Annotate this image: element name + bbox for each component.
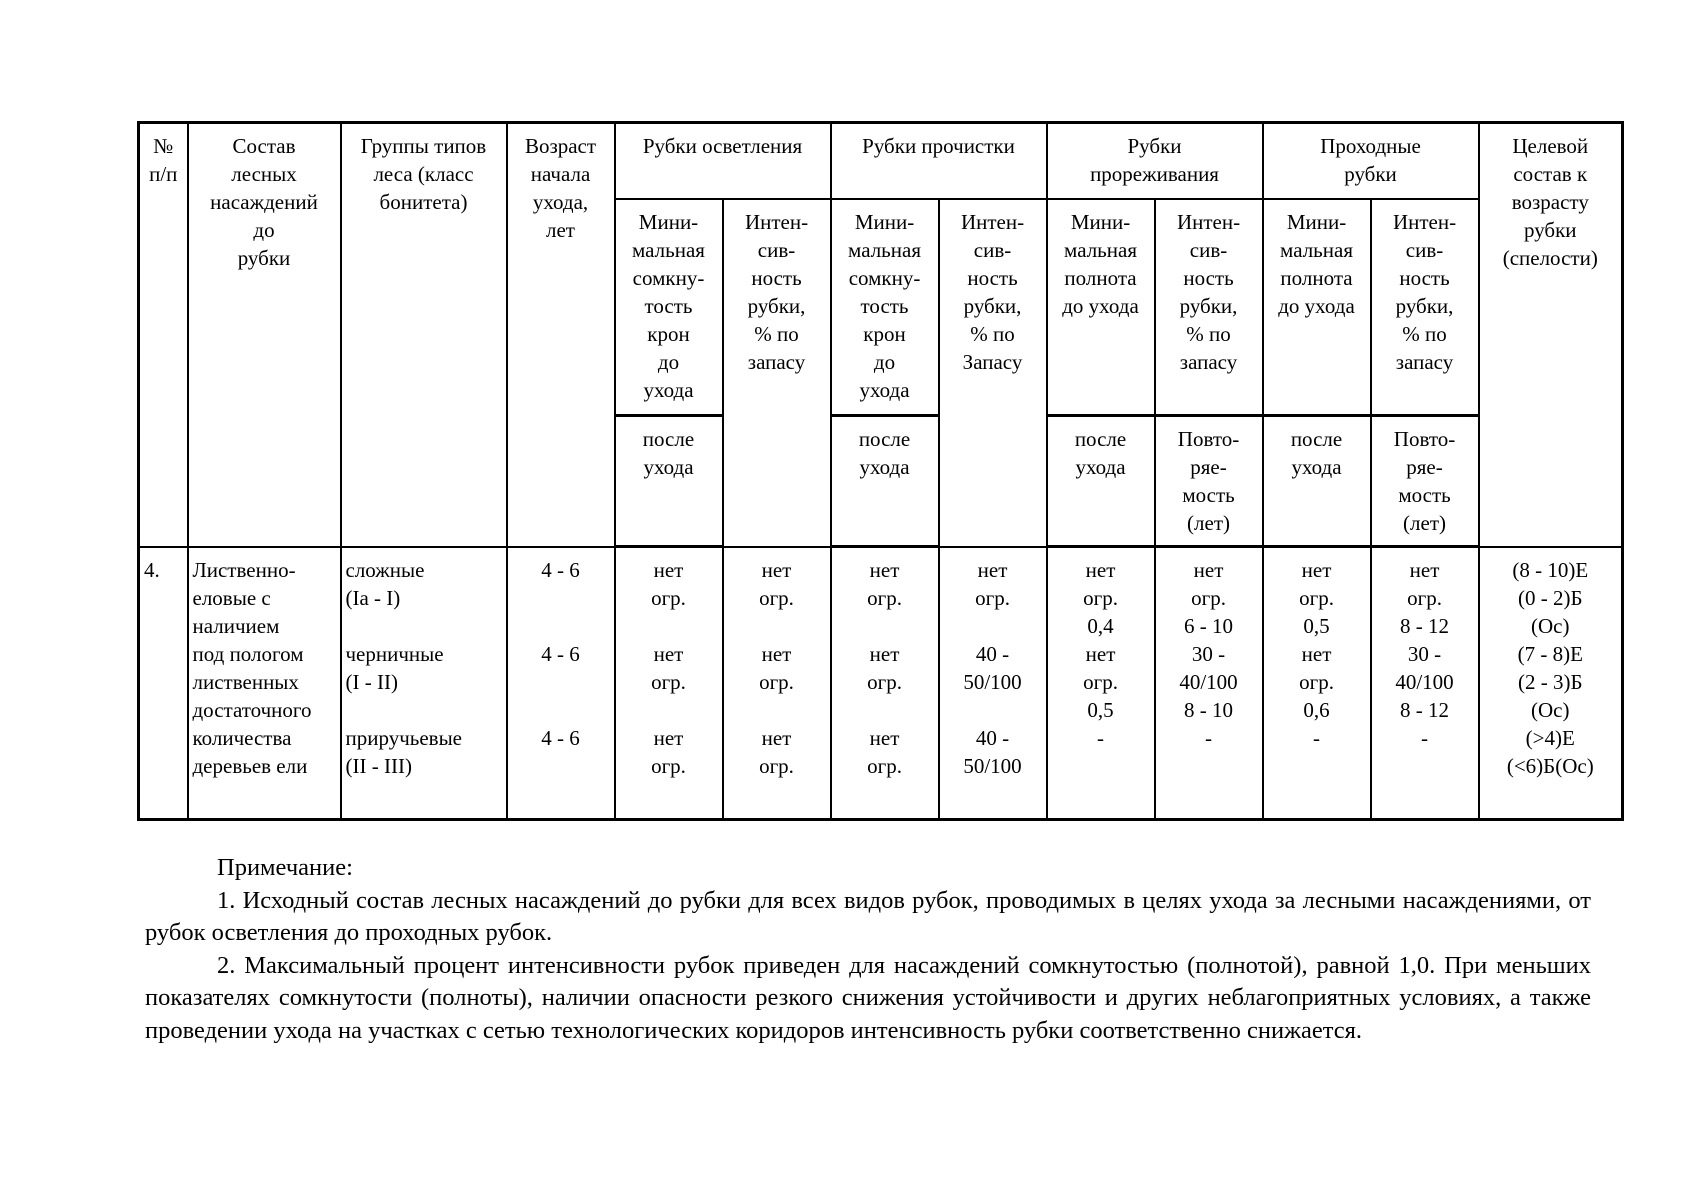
header-composition: Состав лесных насаждений до рубки [188, 123, 341, 547]
header-clearing-after: после ухода [615, 416, 723, 547]
header-num: № п/п [139, 123, 188, 547]
row-passage-min: нет огр. 0,5 нет огр. 0,6 - [1263, 547, 1371, 820]
row-target: (8 - 10)Е (0 - 2)Б (Ос) (7 - 8)Е (2 - 3)Б (Ос) (>4)Е (<6)Б(Ос) [1479, 547, 1623, 820]
row-passage-intensity: нет огр. 8 - 12 30 - 40/100 8 - 12 - [1371, 547, 1479, 820]
forest-care-table [137, 121, 1624, 821]
row-start-age: 4 - 6 4 - 6 4 - 6 [507, 547, 615, 820]
header-passage-repeat: Повто- ряе- мость (лет) [1371, 416, 1479, 547]
header-clearing-intensity: Интен- сив- ность рубки, % по запасу [723, 199, 831, 547]
row-clearing-intensity: нет огр. нет огр. нет огр. [723, 547, 831, 820]
row-composition: Лиственно- еловые с наличием под пологом лиственных достаточного количества деревьев ели [188, 547, 341, 820]
note-title: Примечание: [217, 854, 353, 881]
header-passage-after: после ухода [1263, 416, 1371, 547]
header-thinning-after: после ухода [1047, 416, 1155, 547]
header-row-1 [139, 123, 1623, 199]
header-group-clearing: Рубки осветления [615, 123, 831, 199]
row-thinning-min: нет огр. 0,4 нет огр. 0,5 - [1047, 547, 1155, 820]
row-cleaning-min: нет огр. нет огр. нет огр. [831, 547, 939, 820]
note-section [145, 852, 1591, 1047]
header-group-cleaning: Рубки прочистки [831, 123, 1047, 199]
header-target: Целевой состав к возрасту рубки (спелости) [1479, 123, 1623, 547]
header-thinning-min: Мини- мальная полнота до ухода [1047, 199, 1155, 416]
header-thinning-intensity: Интен- сив- ность рубки, % по запасу [1155, 199, 1263, 416]
header-group-thinning: Рубки прореживания [1047, 123, 1263, 199]
header-cleaning-min: Мини- мальная сомкну- тость крон до ухода [831, 199, 939, 416]
table-row [139, 547, 1623, 820]
row-clearing-min: нет огр. нет огр. нет огр. [615, 547, 723, 820]
header-cleaning-after: после ухода [831, 416, 939, 547]
note-item-1: 1. Исходный состав лесных насаждений до рубки для всех видов рубок, проводимых в целях ухода за лесными насаждениями, от рубок осветления до проходных рубок. [145, 886, 1591, 946]
header-thinning-repeat: Повто- ряе- мость (лет) [1155, 416, 1263, 547]
header-start-age: Возраст начала ухода, лет [507, 123, 615, 547]
row-thinning-intensity: нет огр. 6 - 10 30 - 40/100 8 - 10 - [1155, 547, 1263, 820]
header-passage-min: Мини- мальная полнота до ухода [1263, 199, 1371, 416]
header-cleaning-intensity: Интен- сив- ность рубки, % по Запасу [939, 199, 1047, 547]
row-num: 4. [139, 547, 188, 820]
header-clearing-min: Мини- мальная сомкну- тость крон до ухода [615, 199, 723, 416]
header-group-passage: Проходные рубки [1263, 123, 1479, 199]
row-cleaning-intensity: нет огр. 40 - 50/100 40 - 50/100 [939, 547, 1047, 820]
note-item-2: 2. Максимальный процент интенсивности рубок приведен для насаждений сомкнутостью (полнотой), равной 1,0. При меньших показателях сомкнутости (полноты), наличии опасности резкого снижения устойчивости и других неблагоприятных условиях, а также проведении ухода на участках с сетью технологических коридоров интенсивность рубки соответственно снижается. [145, 951, 1591, 1044]
row-forest-groups: сложные (Ia - I) черничные (I - II) приручьевые (II - III) [341, 547, 507, 820]
header-passage-intensity: Интен- сив- ность рубки, % по запасу [1371, 199, 1479, 416]
header-forest-groups: Группы типов леса (класс бонитета) [341, 123, 507, 547]
